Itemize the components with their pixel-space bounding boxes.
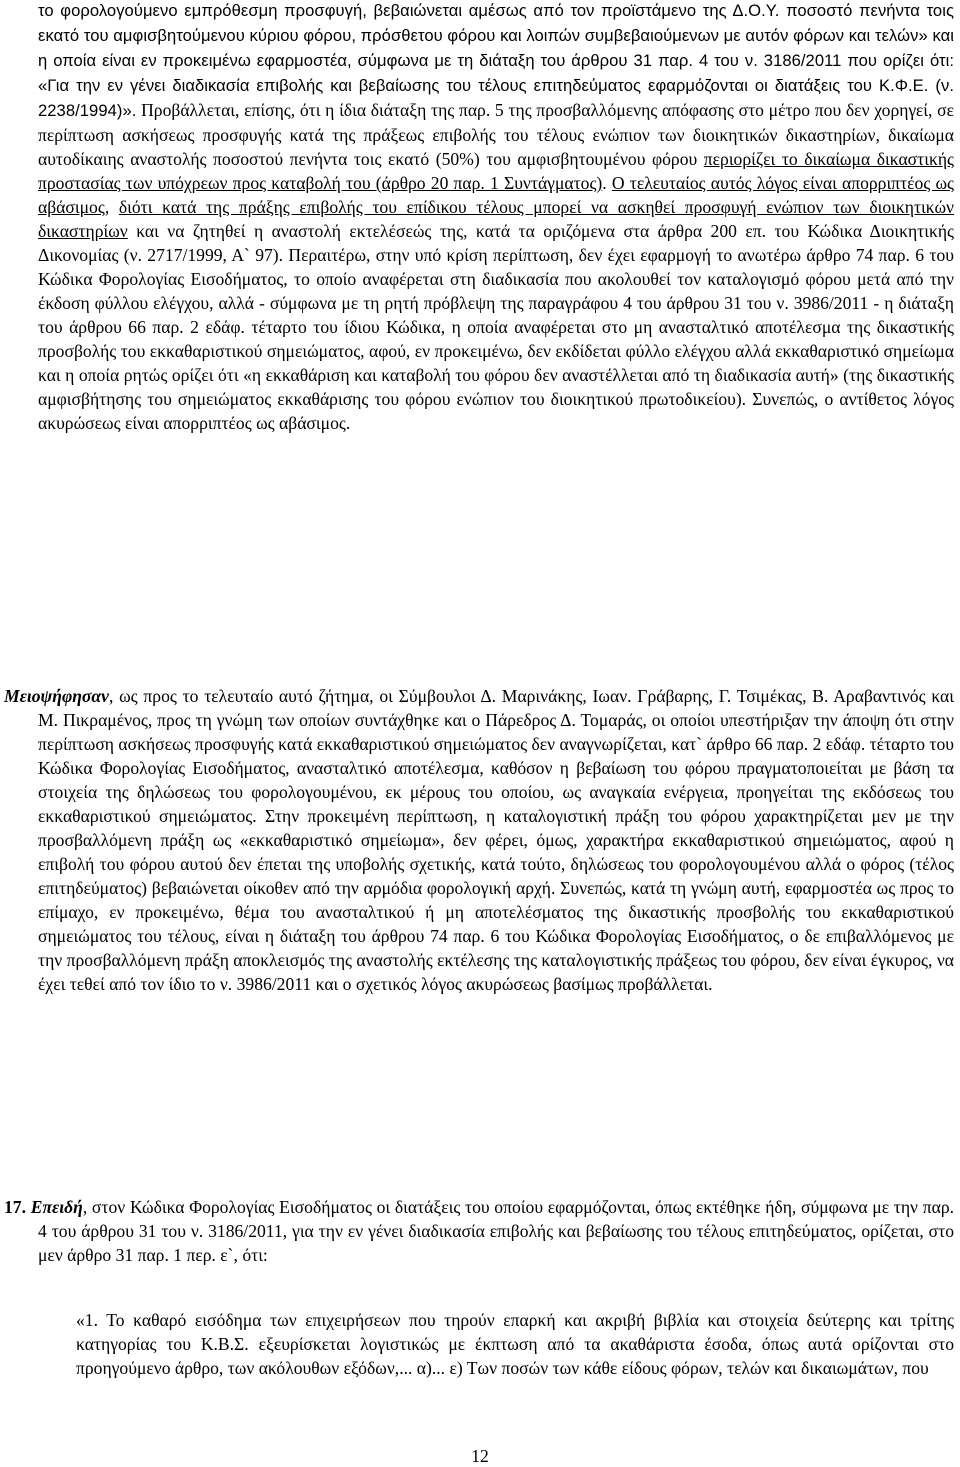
paragraph-text: , στον Κώδικα Φορολογίας Εισοδήματος οι διατάξεις του οποίου εφαρμόζονται, όπως εκτέθηκε ήδη, σύμφωνα με την παρ. 4 του άρθρου 31 του ν. 3186/2011, για την εν γένει διαδικασία επιβολής και βεβαίωσης του τέλους επιτηδεύματος, ορίζεται, στο μεν άρθρο 31 παρ. 1 περ. ε`, ότι: — [38, 1197, 954, 1265]
paragraph-lead: Μειοψήφησαν — [4, 686, 109, 706]
paragraph-lead: Επειδή — [30, 1197, 83, 1217]
paragraph-text: . — [602, 173, 612, 193]
paragraph-text: , ως προς το τελευταίο αυτό ζήτημα, οι Σύμβουλοι Δ. Μαρινάκης, Ιωαν. Γράβαρης, Γ. Τσιμέκας, Β. Αραβαντινός και Μ. Πικραμένος, προς τη γνώμη των οποίων συντάχθηκε και ο Πάρεδρος Δ. Τομαράς, οι οποίοι υπεστήριξαν την άποψη ότι στην περίπτωση ασκήσεως προσφυγής κατά εκκαθαριστικού σημειώματος δεν αναγνωρίζεται, κατ` άρθρο 66 παρ. 2 εδάφ. τέταρτο του Κώδικα Φορολογίας Εισοδήματος, ανασταλτικό αποτέλεσμα, καθόσον η βεβαίωση του φόρου πραγματοποιείται με βάση τα στοιχεία της δηλώσεως του φορολογουμένου, εκ μέρους του οποίου, ως αναγκαία ενέργεια, προηγείται της εκδόσεως του εκκαθαριστικού σημειώματος. Στην προκειμένη περίπτωση, η καταλογιστική πράξη του φόρου χαρακτηρίζεται μεν με την προσβαλλόμενη πράξη ως «εκκαθαριστικό σημείωμα», δεν φέρει, όμως, χαρακτήρα εκκαθαριστικού σημειώματος, αφού η επιβολή του φόρου αυτού δεν έπεται της υποβολής σχετικής, κατά τούτο, δηλώσεως του φορολογουμένου αλλά ο φόρος (τέλος επιτηδεύματος) βεβαιώνεται οίκοθεν από την αρμόδια φορολογική αρχή. Συνεπώς, κατά τη γνώμη αυτή, εφαρμοστέα ως προς το επίμαχο, εν προκειμένω, θέμα του ανασταλτικού ή μη αποτελέσματος της δικαστικής προσβολής του εκκαθαριστικού σημειώματος του τέλους, είναι η διάταξη του άρθρου 74 παρ. 6 του Κώδικα Φορολογίας Εισοδήματος, ο δε επιβαλλόμενος με την προσβαλλόμενη πράξη αποκλεισμός της αναστολής εκτέλεσης της καταλογιστικής πράξεως του φόρου, δεν είναι έγκυρος, να έχει τεθεί από τον ίδιο το ν. 3986/2011 και ο σχετικός λόγος ακυρώσεως βασίμως προβάλλεται. — [38, 686, 954, 994]
underlined-text: περιορίζει το δικαίωμα δικαστικής προστασίας των υπόχρεων προς καταβολή του (άρθρο 20 παρ. 1 Συντάγματος) — [38, 149, 954, 193]
dissent-paragraph — [4, 684, 954, 996]
paragraph-text: , — [104, 197, 119, 217]
numbered-paragraph — [4, 1195, 954, 1267]
paragraph-continuation — [38, 0, 954, 435]
paragraph-text: και να ζητηθεί η αναστολή εκτελέσεώς της, κατά τα οριζόμενα στα άρθρα 200 επ. του Κώδικα Διοικητικής Δικονομίας (ν. 2717/1999, Α` 97). Περαιτέρω, στην υπό κρίση περίπτωση, δεν έχει εφαρμογή το ανωτέρω άρθρο 74 παρ. 6 του Κώδικα Φορολογίας Εισοδήματος, το οποίο αναφέρεται στη διαδικασία που ακολουθεί τον καταλογισμό φόρου μετά από την έκδοση φύλλου ελέγχου, αλλά - σύμφωνα με τη ρητή πρόβλεψη της παραγράφου 4 του άρθρου 31 του ν. 3986/2011 - η διάταξη του άρθρου 66 παρ. 2 εδάφ. τέταρτο του ίδιου Κώδικα, η οποία αναφέρεται στο μη ανασταλτικό αποτέλεσμα της δικαστικής προσβολής του εκκαθαριστικού σημειώματος, αφού, εν προκειμένω, δεν εκδίδεται φύλλο ελέγχου αλλά εκκαθαριστικό σημείωμα και η οποία ρητώς ορίζει ότι «η εκκαθάριση και καταβολή του φόρου δεν αναστέλλεται από τη διαδικασία αυτή» (της δικαστικής αμφισβήτησης του σημειώματος εκκαθάρισης του φόρου ενώπιον του διοικητικού πρωτοδικείου). Συνεπώς, ο αντίθετος λόγος ακυρώσεως είναι απορριπτέος ως αβάσιμος. — [38, 221, 954, 433]
paragraph-text: το φορολογούμενο εμπρόθεσμη προσφυγή, βεβαιώνεται αμέσως από τον προϊστάμενο της Δ.Ο.Υ. ποσοστό πενήντα τοις εκατό του αμφισβητούμενου κύριου φόρου, πρόσθετου φόρου και λοιπών συμβεβαιούμενων με αυτόν φόρων και τελών» και η οποία είναι εν προκειμένω εφαρμοστέα, σύμφωνα με τη διάταξη του άρθρου 31 παρ. 4 του ν. 3186/2011 που ορίζει ότι: «Για την εν γένει διαδικασία επιβολής και βεβαίωσης του τέλους επιτηδεύματος εφαρμόζονται οι διατάξεις του Κ.Φ.Ε. (ν. 2238/1994)». — [38, 1, 954, 120]
underlined-text: διότι κατά της πράξης επιβολής του επίδικου τέλους μπορεί να ασκηθεί προσφυγή ενώπιον των διοικητικών δικαστηρίων — [38, 197, 954, 241]
paragraph-text: Προβάλλεται, επίσης, ότι η ίδια διάταξη της παρ. 5 της προσβαλλόμενης απόφασης στο μέτρο που δεν χορηγεί, σε περίπτωση ασκήσεως προσφυγής κατά της πράξεως επιβολής του τέλους ενώπιον των διοικητικών δικαστηρίων, δικαίωμα αυτοδίκαιης αναστολής ποσοστού πενήντα τοις εκατό (50%) του αμφισβητουμένου φόρου — [38, 100, 954, 169]
page-number: 12 — [471, 1446, 489, 1466]
paragraph-number: 17. — [4, 1197, 31, 1217]
quote-text: «1. Το καθαρό εισόδημα των επιχειρήσεων που τηρούν επαρκή και ακριβή βιβλία και στοιχεία δεύτερης και τρίτης κατηγορίας του Κ.Β.Σ. εξευρίσκεται λογιστικώς με έκπτωση από τα ακαθάριστα έσοδα, όπως αυτά ορίζονται στο προηγούμενο άρθρο, των ακόλουθων εξόδων,... α)... ε) Των ποσών των κάθε είδους φόρων, τελών και δικαιωμάτων, που — [76, 1310, 954, 1378]
underlined-text: Ο τελευταίος αυτός λόγος είναι απορριπτέος ως αβάσιμος — [38, 173, 955, 217]
quoted-provision — [38, 1308, 954, 1380]
